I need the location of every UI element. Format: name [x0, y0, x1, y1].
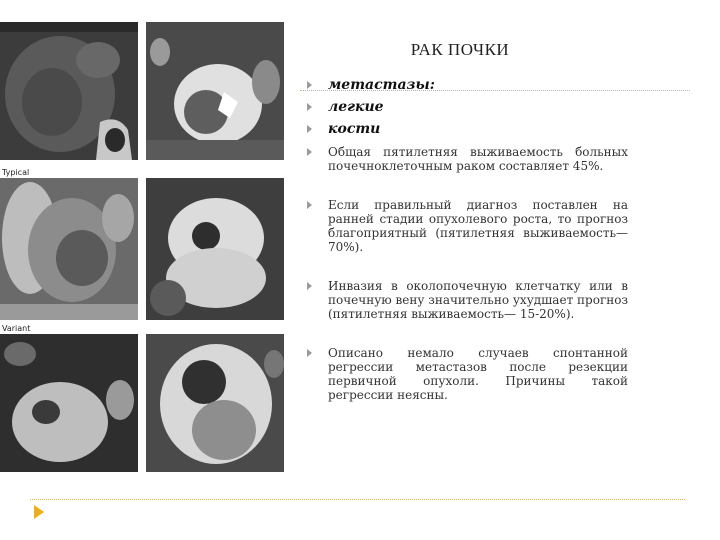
bullet-arrow-icon [307, 81, 312, 89]
ct-scan-middle-right [146, 178, 284, 320]
list-item [304, 74, 628, 96]
bullet-arrow-icon [307, 125, 312, 133]
bullet-list [304, 74, 628, 402]
list-item-text: легкие [328, 99, 384, 115]
list-item [304, 279, 628, 321]
bullet-arrow-icon [307, 282, 312, 290]
list-item [304, 145, 628, 173]
list-item-text: Описано немало случаев спонтанной регрессии метастазов после резекции первичной опухоли. Причины такой регрессии неясны. [328, 346, 628, 402]
caption-variant: Variant [2, 324, 31, 333]
bullet-arrow-icon [307, 201, 312, 209]
ct-scan-bottom-left [0, 334, 138, 472]
list-item-text: кости [328, 121, 381, 137]
list-item-text: Если правильный диагноз поставлен на ранней стадии опухолевого роста, то прогноз благоприятный (пятилетняя выживаемость— 70%). [328, 198, 628, 254]
ct-scan-bottom-right [146, 334, 284, 472]
list-item [304, 118, 628, 140]
corner-arrow-icon [34, 505, 44, 519]
bullet-arrow-icon [307, 103, 312, 111]
list-item [304, 96, 628, 118]
slide-title: РАК ПОЧКИ [410, 40, 510, 59]
list-item-text: метастазы: [328, 77, 435, 93]
divider-bottom [30, 499, 685, 500]
bullet-arrow-icon [307, 349, 312, 357]
list-item [304, 198, 628, 254]
list-item-text: Общая пятилетняя выживаемость больных почечноклеточным раком составляет 45%. [328, 145, 628, 173]
caption-typical: Typical [2, 168, 30, 177]
list-item [304, 346, 628, 402]
bullet-arrow-icon [307, 148, 312, 156]
ct-scan-middle-left [0, 178, 138, 320]
list-item-text: Инвазия в околопочечную клетчатку или в почечную вену значительно ухудшает прогноз (пятилетняя выживаемость— 15-20%). [328, 279, 628, 321]
ct-scan-top-left [0, 22, 138, 160]
ct-scan-top-right [146, 22, 284, 160]
